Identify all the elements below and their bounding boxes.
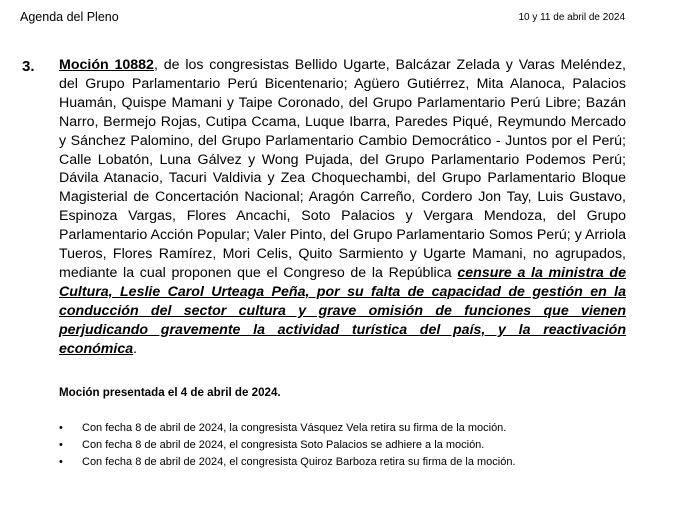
note-text: Con fecha 8 de abril de 2024, el congresista Quiroz Barboza retira su firma de la moción.	[82, 456, 516, 469]
list-item	[59, 420, 639, 437]
bullet-icon: •	[59, 439, 63, 452]
motion-emphasis: censure a la ministra de Cultura, Leslie Carol Urteaga Peña, por su falta de capacidad de gestión en la conducción del sector cultura y grave omisión de funciones que vienen perjudicando gravemente la actividad turística del país, y la reactivación económica	[59, 264, 626, 357]
header-date: 10 y 11 de abril de 2024	[518, 12, 625, 23]
notes-list	[59, 420, 639, 472]
motion-paragraph	[59, 56, 626, 359]
motion-body: , de los congresistas Bellido Ugarte, Balcázar Zelada y Varas Meléndez, del Grupo Parlamentario Perú Bicentenario; Agüero Gutiérrez, Mita Alanoca, Palacios Huamán, Quispe Mamani y Taipe Coronado, del Grupo Parlamentario Perú Libre; Bazán Narro, Bermejo Rojas, Cutipa Ccama, Luque Ibarra, Paredes Piqué, Reymundo Mercado y Sánchez Palomino, del Grupo Parlamentario Cambio Democrático - Juntos por el Perú; Calle Lobatón, Luna Gálvez y Wong Pujada, del Grupo Parlamentario Podemos Perú; Dávila Atanacio, Tacuri Valdivia y Zea Choquechambi, del Grupo Parlamentario Bloque Magisterial de Concertación Nacional; Aragón Carreño, Cordero Jon Tay, Luis Gustavo, Espinoza Vargas, Flores Ancachi, Soto Palacios y Vergara Mendoza, del Grupo Parlamentario Acción Popular; Valer Pinto, del Grupo Parlamentario Somos Perú; y Arriola Tueros, Flores Ramírez, Mori Celis, Quito Sarmiento y Ugarte Mamani, no agrupados, mediante la cual proponen que el Congreso de la República	[59, 57, 626, 281]
bullet-icon: •	[59, 422, 63, 434]
header-title: Agenda del Pleno	[20, 10, 119, 24]
motion-presented-date: Moción presentada el 4 de abril de 2024.	[59, 386, 281, 399]
bullet-icon: •	[59, 456, 63, 469]
item-number: 3.	[22, 58, 35, 75]
note-text: Con fecha 8 de abril de 2024, el congresista Soto Palacios se adhiere a la moción.	[82, 439, 485, 452]
motion-end-punct: .	[133, 340, 138, 357]
note-text: Con fecha 8 de abril de 2024, la congresista Vásquez Vela retira su firma de la moción.	[82, 422, 507, 434]
list-item	[59, 437, 639, 454]
motion-label: Moción 10882	[59, 57, 154, 73]
list-item	[59, 454, 639, 471]
